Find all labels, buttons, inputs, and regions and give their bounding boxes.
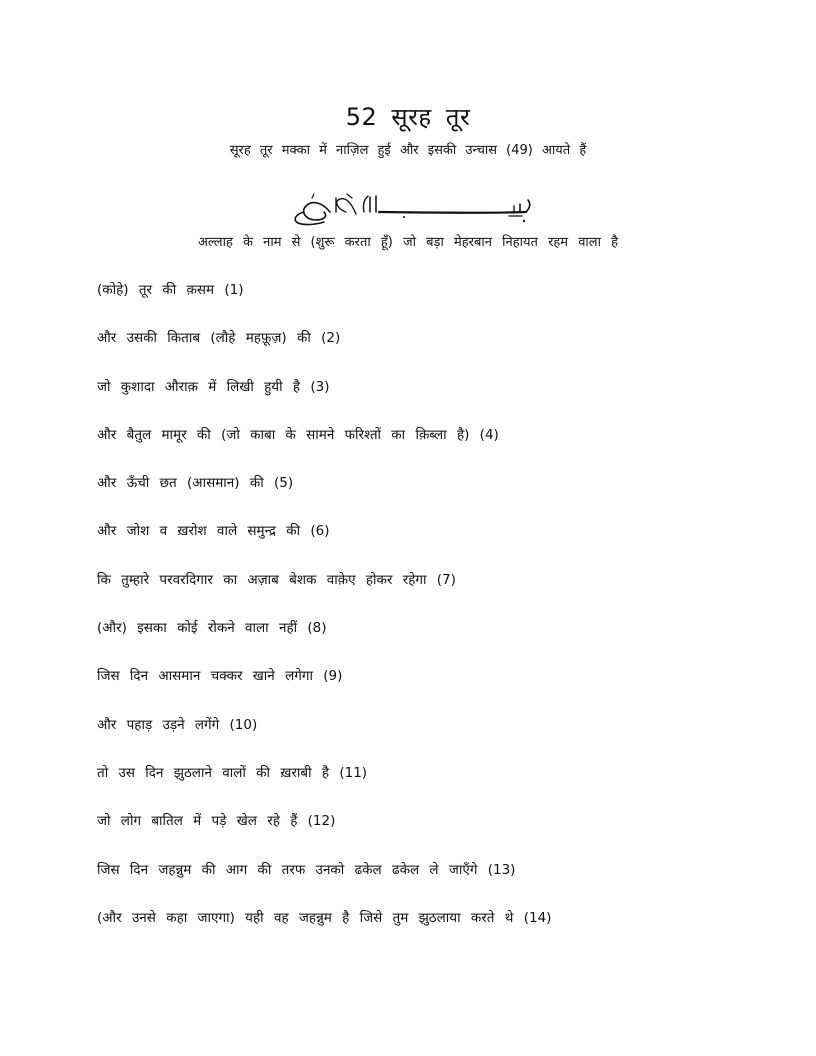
verse-5: और ऊँची छत (आसमान) की (5) <box>97 475 294 492</box>
surah-subtitle: सूरह तूर मक्का में नाज़िल हुई और इसकी उन्चास (49) आयते हैं <box>229 143 587 158</box>
verse-3: जो कुशादा औराक़ में लिखी हुयी है (3) <box>97 378 330 395</box>
verse-6: और जोश व ख़रोश वाले समुन्द्र की (6) <box>97 523 330 540</box>
verse-1: (कोहे) तूर की क़सम (1) <box>97 282 244 298</box>
bismillah-calligraphy <box>284 190 534 230</box>
verse-11: तो उस दिन झुठलाने वालों की ख़राबी है (11) <box>97 764 368 781</box>
bismillah-translation: अल्लाह के नाम से (शुरू करता हूँ) जो बड़ा मेहरबान निहायत रहम वाला है <box>197 235 619 250</box>
verse-10: और पहाड़ उड़ने लगेंगे (10) <box>97 716 258 733</box>
verse-list <box>97 280 777 956</box>
verse-2: और उसकी किताब (लौहे महफ़ूज़) की (2) <box>97 330 341 347</box>
verse-8: (और) इसका कोई रोकने वाला नहीं (8) <box>97 620 327 637</box>
verse-14: (और उनसे कहा जाएगा) यही वह जहन्नुम है जिसे तुम झुठलाया करते थे (14) <box>97 909 552 926</box>
verse-4: और बैतुल मामूर की (जो काबा के सामने फरिश्तों का क़िब्ला है) (4) <box>97 426 499 443</box>
surah-title: 52 सूरह तूर <box>345 103 471 131</box>
verse-7: कि तुम्हारे परवरदिगार का अज़ाब बेशक वाक़ेए होकर रहेगा (7) <box>97 571 456 588</box>
verse-9: जिस दिन आसमान चक्कर खाने लगेगा (9) <box>97 668 343 685</box>
verse-13: जिस दिन जहन्नुम की आग की तरफ उनको ढकेल ढकेल ले जाएँगे (13) <box>97 861 516 878</box>
verse-12: जो लोग बातिल में पड़े खेल रहे हैं (12) <box>97 813 336 830</box>
